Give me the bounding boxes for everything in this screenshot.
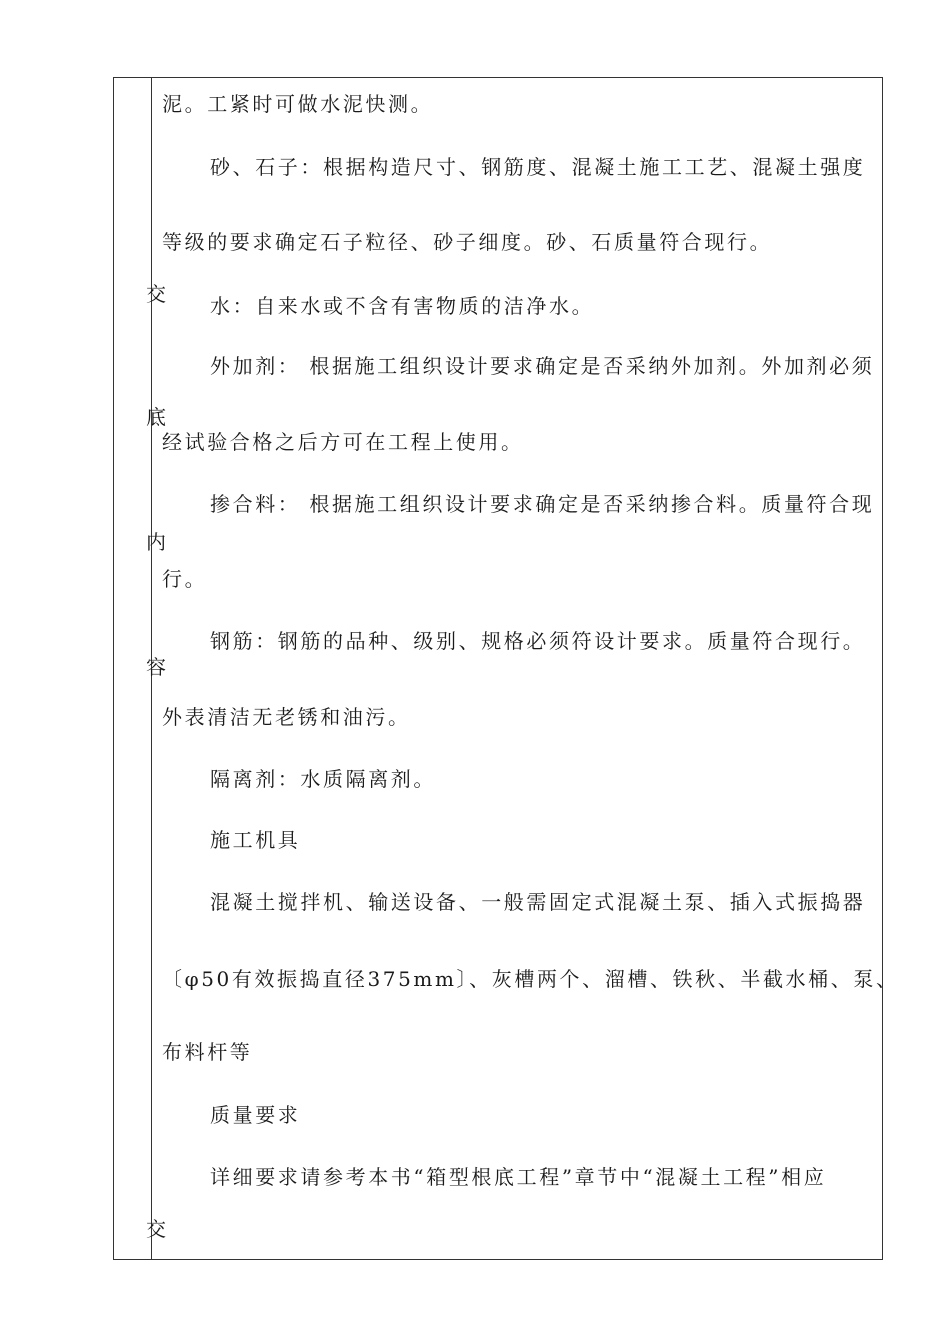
text-line: 〔φ50有效振捣直径375mm〕、灰槽两个、溜槽、铁秋、半截水桶、泵、 — [162, 967, 899, 991]
text-line: 钢筋：钢筋的品种、级别、规格必须符设计要求。质量符合现行。 — [210, 629, 866, 653]
text-line: 砂、石子：根据构造尺寸、钢筋度、混凝土施工工艺、混凝土强度 — [210, 155, 866, 179]
section-heading: 施工机具 — [210, 828, 301, 852]
text-line: 水：自来水或不含有害物质的洁净水。 — [210, 294, 595, 318]
text-line: 经试验合格之后方可在工程上使用。 — [162, 430, 524, 454]
text-line: 布料杆等 — [162, 1040, 253, 1064]
side-label: 底 — [146, 405, 166, 429]
text-line: 掺合料： 根据施工组织设计要求确定是否采纳掺合料。质量符合现 — [210, 492, 875, 516]
text-line: 外加剂： 根据施工组织设计要求确定是否采纳外加剂。外加剂必须 — [210, 354, 875, 378]
side-label: 容 — [146, 655, 166, 679]
side-label: 交 — [146, 282, 166, 306]
text-line: 详细要求请参考本书“箱型根底工程”章节中“混凝土工程”相应 — [210, 1165, 827, 1189]
side-label: 交 — [146, 1217, 166, 1241]
text-line: 等级的要求确定石子粒径、砂子细度。砂、石质量符合现行。 — [162, 230, 773, 254]
side-label: 内 — [146, 530, 166, 554]
text-line: 混凝土搅拌机、输送设备、一般需固定式混凝土泵、插入式振捣器 — [210, 890, 866, 914]
text-line: 泥。工紧时可做水泥快测。 — [162, 92, 434, 116]
text-line: 隔离剂：水质隔离剂。 — [210, 767, 436, 791]
section-heading: 质量要求 — [210, 1103, 301, 1127]
text-line: 外表清洁无老锈和油污。 — [162, 705, 411, 729]
text-line: 行。 — [162, 567, 208, 591]
